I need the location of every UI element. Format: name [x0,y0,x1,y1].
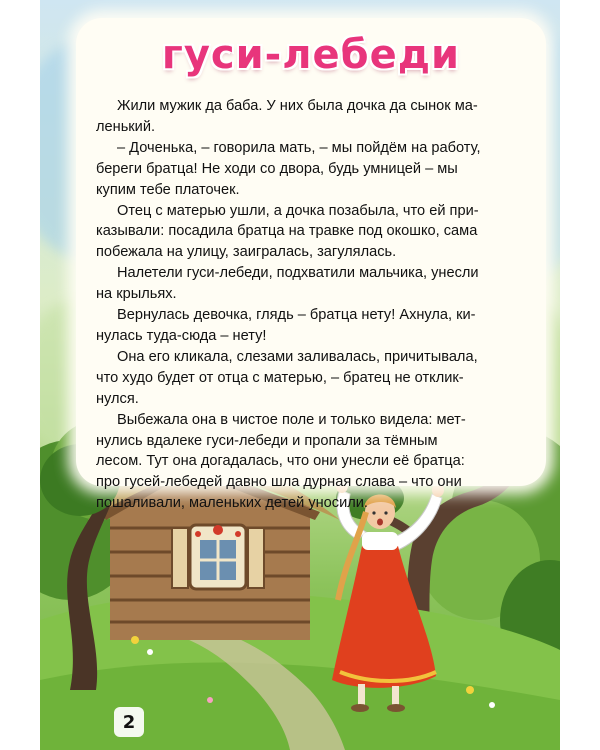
paragraph: Вернулась девочка, глядь – братца нету! Ахнула, ки- нулась туда-сюда – нету! [96,307,476,344]
page-number: 2 [114,707,144,737]
paragraph: Налетели гуси-лебеди, подхватили мальчика, унесли на крыльях. [96,265,479,303]
paragraph: Отец с матерью ушли, а дочка позабыла, что ей при- казывали: посадила братца на травке под окошко, сама побежала на улицу, заигралась, загулялась. [96,202,479,261]
text-panel [76,18,546,512]
page-title: гуси-лебеди [161,32,461,78]
book-page [40,0,560,750]
story-text [96,96,528,514]
paragraph: – Доченька, – говорила мать, – мы пойдём на работу, береги братца! Не ходи со двора, будь умницей – мы купим тебе платочек. [96,139,481,198]
paragraph: Она его кликала, слезами заливалась, причитывала, что худо будет от отца с матерью, – братец не отклик- нулся. [96,348,478,407]
paragraph: Выбежала она в чистое поле и только видела: мет- нулись вдалеке гуси-лебеди и пропали за тёмным лесом. Тут она догадалась, что они унесли её братца: про гусей-лебедей давно шла дурная слава – что они пошаливали, маленьких детей уносили. [96,411,466,512]
paragraph: Жили мужик да баба. У них была дочка да сынок ма- ленький. [96,98,478,135]
